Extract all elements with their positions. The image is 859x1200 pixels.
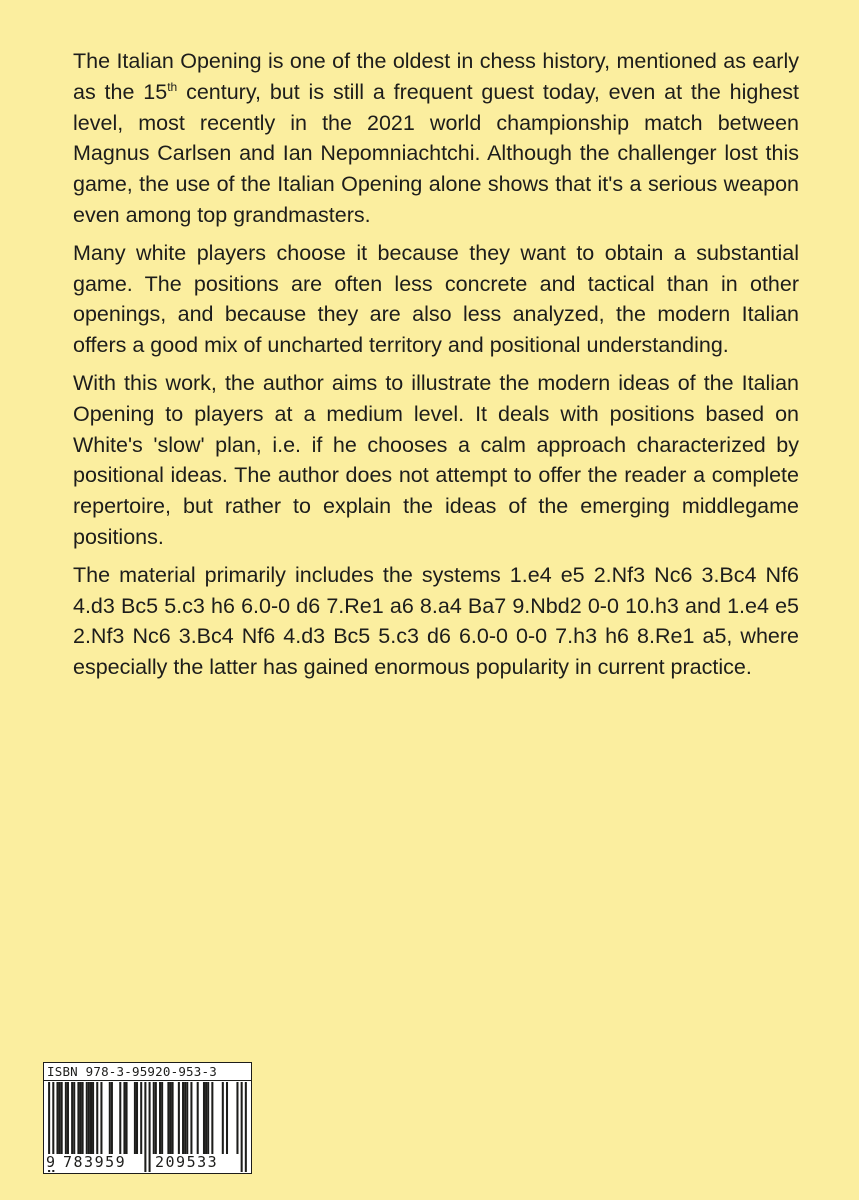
barcode-bar [123,1082,125,1154]
barcode-bar [178,1082,180,1154]
isbn-barcode [43,1062,252,1174]
barcode-bar [73,1082,75,1154]
barcode-bar [172,1082,174,1154]
isbn-divider [44,1080,251,1081]
barcode-bar [65,1082,67,1154]
barcode-bar [100,1082,102,1154]
blurb-paragraph-2: Many white players choose it because they want to obtain a substantial game. The positions are often less concrete and tactical than in other openings, and because they are also less analyzed, the modern Italian offers a good mix of uncharted territory and positional understanding. [73,240,799,358]
barcode-guard-bar [245,1082,247,1172]
barcode-bar [119,1082,121,1154]
barcode-bar [222,1082,224,1154]
barcode-bar [134,1082,136,1154]
barcode-bar [140,1082,142,1154]
barcode-bar [56,1082,58,1154]
barcode-bar [153,1082,155,1154]
barcode-bar [90,1082,92,1154]
blurb-paragraph-1 [73,46,799,231]
barcode-bar [96,1082,98,1154]
barcode-bar [61,1082,63,1154]
barcode-bar [197,1082,199,1154]
barcode-bar [92,1082,94,1154]
barcode-bar [79,1082,81,1154]
barcode-bar [111,1082,113,1154]
barcode-bar [186,1082,188,1154]
barcode-bar [226,1082,228,1154]
blurb-paragraph-3: With this work, the author aims to illustrate the modern ideas of the Italian Opening to players at a medium level. It deals with positions based on White's 'slow' plan, i.e. if he chooses a calm approach characterized by positional ideas. The author does not attempt to offer the reader a complete repertoire, but rather to explain the ideas of the emerging middlegame positions. [73,370,799,549]
barcode-bar [236,1082,238,1154]
barcode-bar [207,1082,209,1154]
barcode-bar [205,1082,207,1154]
barcode-guard-bar [149,1082,151,1172]
blurb-text [73,46,799,690]
barcode-bar [109,1082,111,1154]
barcode-lead-digit: 9 [46,1153,56,1171]
barcode-bar [161,1082,163,1154]
barcode-bar [211,1082,213,1154]
barcode-bar [77,1082,79,1154]
blurb-paragraph-4: The material primarily includes the systems 1.e4 e5 2.Nf3 Nc6 3.Bc4 Nf6 4.d3 Bc5 5.c3 h6 6.0-0 d6 7.Re1 a6 8.a4 Ba7 9.Nbd2 0-0 10.h3 and 1.e4 e5 2.Nf3 Nc6 3.Bc4 Nf6 4.d3 Bc5 5.c3 d6 6.0-0 0-0 7.h3 h6 8.Re1 a5, where especially the latter has gained enormous popularity in current practice. [73,562,799,680]
barcode-bar [184,1082,186,1154]
barcode-bar [126,1082,128,1154]
barcode-bar [169,1082,171,1154]
barcode-bar [71,1082,73,1154]
barcode-bar [167,1082,169,1154]
barcode-bar [67,1082,69,1154]
blurb-paragraph-1-end: century, but is still a frequent guest today, even at the highest level, most recently in the 2021 world championship match between Magnus Carlsen and Ian Nepomniachtchi. Although the challenger lost this game, the use of the Italian Opening alone shows that it's a serious weapon even among top grandmasters. [73,79,799,227]
barcode-guard-bar [241,1082,243,1172]
barcode-bar [59,1082,61,1154]
isbn-label: ISBN 978-3-95920-953-3 [47,1064,217,1079]
barcode-left-digits: 783959 [63,1153,127,1171]
barcode-bar [88,1082,90,1154]
barcode-right-digits: 209533 [155,1153,219,1171]
barcode-guard-bar [144,1082,146,1172]
blurb-paragraph-1-start: The Italian Opening is one of the oldest in chess history, mentioned as early as the 15 [73,49,799,104]
barcode-bar [86,1082,88,1154]
barcode-bar [182,1082,184,1154]
barcode-bar [159,1082,161,1154]
barcode-bar [82,1082,84,1154]
ordinal-suffix: th [167,79,178,94]
barcode-bar [190,1082,192,1154]
barcode-bar [155,1082,157,1154]
barcode-bar [203,1082,205,1154]
barcode-bar [136,1082,138,1154]
